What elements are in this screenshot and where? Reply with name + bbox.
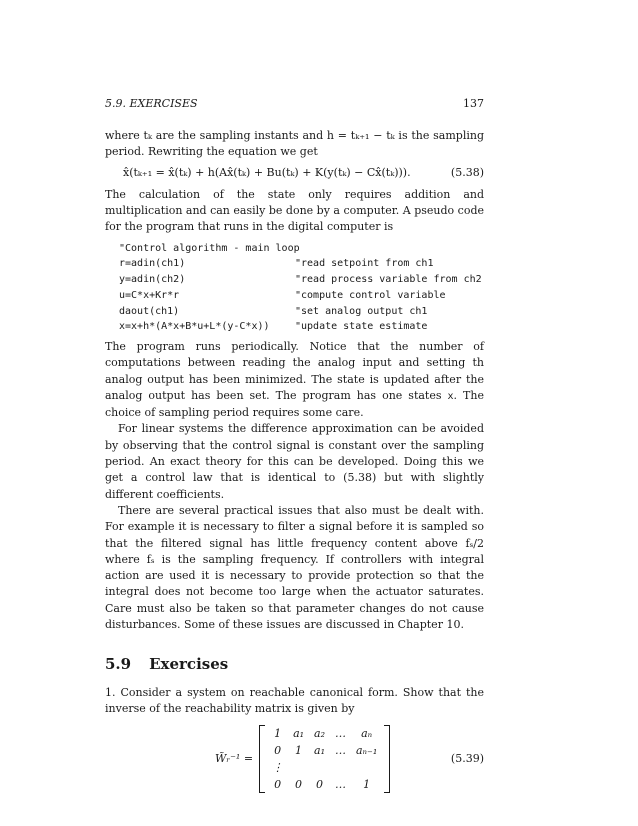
matrix-cell: … [335,777,346,791]
section-number: 5.9 [105,655,132,674]
matrix-cell [288,759,309,776]
pseudo-code-block [119,241,484,335]
code-comment: "set analog output ch1 [295,305,428,317]
matrix-cell: 0 [274,743,282,757]
matrix-cell [330,759,351,776]
matrix-cell: 1 [274,726,282,740]
matrix-cell: 0 [295,777,303,791]
code-comment: "compute control variable [295,289,446,301]
equation-5-39-label: (5.39) [450,752,484,766]
matrix-cell: aₙ [361,726,373,740]
matrix-cell: a₁ [293,726,305,740]
matrix-row [267,759,382,776]
code-line [119,288,484,304]
code-statement: r=adin(ch1) [119,258,186,270]
code-comment: "read setpoint from ch1 [295,258,434,270]
paragraph-3-text: The program runs periodically. Notice that the number of computations between reading the analog input and setting th analog output has been minimized. The state is updated after the analog output has been set. The program has one states [105,340,484,402]
matrix-bracket [259,725,390,793]
section-heading [105,656,484,672]
matrix-row [267,725,382,742]
exercise-1: 1. Consider a system on reachable canonical form. Show that the inverse of the reachability matrix is given by [105,685,484,715]
header-section: 5.9. EXERCISES [105,97,198,110]
code-statement: x=x+h*(A*x+B*u+L*(y-C*x)) [119,321,270,333]
code-comment: "read process variable from ch2 [295,274,482,286]
matrix-cell: 0 [316,777,324,791]
paragraph-3 [105,339,484,421]
equation-5-39 [105,725,484,793]
matrix-cell: aₙ₋₁ [356,743,378,757]
matrix-cell: 0 [274,777,282,791]
page-number: 137 [463,97,484,110]
equation-5-38 [105,165,484,181]
code-line [119,241,484,257]
reachability-inverse-matrix [267,725,382,793]
running-header [105,97,484,110]
code-line [119,319,484,335]
paragraph-3-tail: . The choice of sampling period requires some care. [105,388,484,420]
matrix-cell: ⋮ [272,760,284,774]
section-title: Exercises [149,655,229,674]
matrix-cell: 1 [295,743,303,757]
code-line [119,272,484,288]
code-line [119,304,484,320]
matrix-cell: … [335,743,346,757]
paragraph-2: The calculation of the state only requires addition and multiplication and can easily be done by a computer. A pseudo code for the program that runs in the digital computer is [105,187,484,234]
paragraph-3-code: x [447,390,454,402]
matrix-lhs: W̃ᵣ⁻¹ = [215,752,254,766]
matrix-cell: 1 [363,777,371,791]
matrix-row [267,776,382,793]
code-statement: u=C*x+Kr*r [119,289,180,301]
paragraph-1: where tₖ are the sampling instants and h = tₖ₊₁ − tₖ is the sampling period. Rewriting the equation we get [105,129,484,159]
equation-5-38-body: x̂(tₖ₊₁ = x̂(tₖ) + h(Ax̂(tₖ) + Bu(tₖ) + K(y(tₖ) − Cx̂(tₖ))). [123,165,411,179]
matrix-cell [309,759,330,776]
matrix-cell: … [335,726,346,740]
matrix-cell: a₂ [314,726,325,740]
code-statement: daout(ch1) [119,305,180,317]
code-statement: "Control algorithm - main loop [119,242,300,254]
matrix-cell: a₁ [314,743,325,757]
code-statement: y=adin(ch2) [119,274,186,286]
matrix-cell [351,759,382,776]
body-text [105,128,484,793]
paragraph-4: For linear systems the difference approximation can be avoided by observing that the control signal is constant over the sampling period. An exact theory for this can be developed. Doing this we get a control law that is identical to (5.38) but with slightly different coefficients. [105,422,484,501]
paragraph-5: There are several practical issues that also must be dealt with. For example it is necessary to filter a signal before it is sampled so that the filtered signal has little frequency content above fₛ/2 where fₛ is the sampling frequency. If controllers with integral action are used it is necessary to provide protection so that the integral does not become too large when the actuator saturates. Care must also be taken so that parameter changes do not cause disturbances. Some of these issues are discussed in Chapter 10. [105,503,484,632]
code-line [119,256,484,272]
matrix-row [267,742,382,759]
code-comment: "update state estimate [295,321,428,333]
equation-5-38-label: (5.38) [450,165,484,179]
